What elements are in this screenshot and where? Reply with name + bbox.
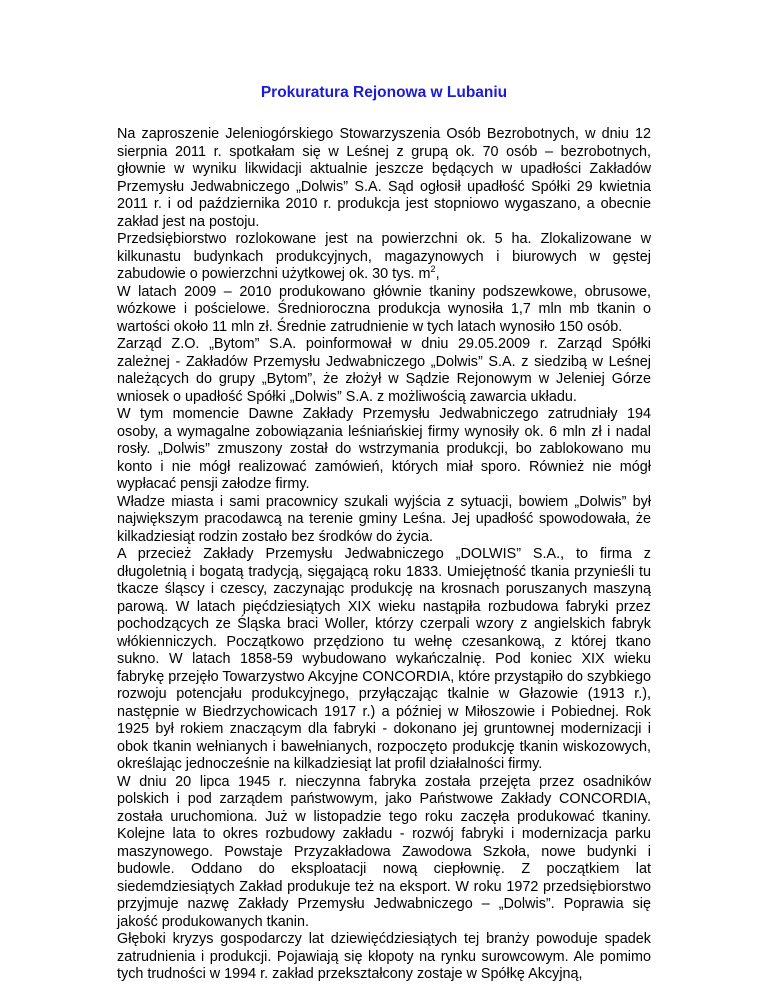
paragraph-production: W latach 2009 – 2010 produkowano głównie tkaniny podszewkowe, obrusowe, wózkowe i pościelowe. Średnioroczna produkcja wynosiła 1,7 mln mb tkanin o wartości około 11 mln zł. Średnie zatrudnienie w tych latach wynosiło 150 osób. [117,283,651,335]
area-superscript: 2 [430,264,436,274]
paragraph-history: A przecież Zakłady Przemysłu Jedwabniczego „DOLWIS” S.A., to firma z długoletnią i bogatą tradycją, sięgającą roku 1833. Umiejętność tkania przynieśli tu tkacze śląscy i czescy, zaczynając produkcję na krosnach poruszanych maszyną parową. W latach pięćdziesiątych XIX wieku nastąpiła rozbudowa fabryki przez pochodzących ze Śląska braci Woller, którzy czerpali wzory z angielskich fabryk włókienniczych. Początkowo przędziono tu wełnę czesankową, z której tkano sukno. W latach 1858-59 wybudowano wykańczalnię. Pod koniec XIX wieku fabrykę przejęło Towarzystwo Akcyjne CONCORDIA, które przystąpiło do szybkiego rozwoju potencjału produkcyjnego, przyłączając tkalnie w Głazowie (1913 r.), następnie w Biedrzychowicach 1917 r.) a później w Miłoszowie i Pobiednej. Rok 1925 był rokiem znaczącym dla fabryki - dokonano jej gruntownej modernizacji i obok tkanin wełnianych i bawełnianych, rozpoczęto produkcję tkanin wiskozowych, określając jednocześnie na kilkadziesiąt lat profil działalności firmy. [117,546,651,772]
paragraph-bytom: Zarząd Z.O. „Bytom” S.A. poinformował w dniu 29.05.2009 r. Zarząd Spółki zależnej - Zakładów Przemysłu Jedwabniczego „Dolwis” S.A. z siedzibą w Leśnej należących do grupy „Bytom”, że złożył w Sądzie Rejonowym w Jeleniej Górze wniosek o upadłość Spółki „Dolwis” S.A. z możliwością zawarcia układu. [117,336,651,405]
paragraph-authorities: Władze miasta i sami pracownicy szukali wyjścia z sytuacji, bowiem „Dolwis” był największym pracodawcą na terenie gminy Leśna. Jej upadłość spowodowała, że kilkadziesiąt rodzin zostało bez środków do życia. [117,493,651,545]
paragraph-intro: Na zaproszenie Jeleniogórskiego Stowarzyszenia Osób Bezrobotnych, w dniu 12 sierpnia 2011 r. spotkałam się w Leśnej z grupą ok. 70 osób – bezrobotnych, głownie w wyniku likwidacji aktualnie jeszcze będących w upadłości Zakładów Przemysłu Jedwabniczego „Dolwis” S.A. Sąd ogłosił upadłość Spółki 29 kwietnia 2011 r. i od października 2010 r. produkcja jest stopniowo wygaszano, a obecnie zakład jest na postoju. [117,126,651,230]
page-title: Prokuratura Rejonowa w Lubaniu [260,84,508,101]
document-page [117,84,651,984]
area-text: Przedsiębiorstwo rozlokowane jest na powierzchni ok. 5 ha. Zlokalizowane w kilkunastu budynkach produkcyjnych, magazynowych i biurowych w gęstej zabudowie o powierzchni użytkowej ok. 30 tys. m [117,231,651,282]
paragraph-employment: W tym momencie Dawne Zakłady Przemysłu Jedwabniczego zatrudniały 194 osoby, a wymagalne zobowiązania leśniańskiej firmy wynosiły ok. 6 mln zł i nadal rosły. „Dolwis” zmuszony został do wstrzymania produkcji, bo zablokowano mu konto i nie mógł realizować zamówień, których miał sporo. Również nie mógł wypłacać pensji załodze firmy. [117,406,651,492]
area-suffix: , [435,266,440,282]
paragraph-postwar: W dniu 20 lipca 1945 r. nieczynna fabryka została przejęta przez osadników polskich i pod zarządem państwowym, jako Państwowe Zakłady CONCORDIA, została uruchomiona. Już w listopadzie tego roku zaczęła produkować tkaniny. Kolejne lata to okres rozbudowy zakładu - rozwój fabryki i modernizacja parku maszynowego. Powstaje Przyzakładowa Zawodowa Szkoła, nowe budynki i budowle. Oddano do eksploatacji nową ciepłownię. Z początkiem lat siedemdziesiątych Zakład produkuje też na eksport. W roku 1972 przedsiębiorstwo przyjmuje nazwę Zakłady Przemysłu Jedwabniczego – „Dolwis”. Poprawia się jakość produkowanych tkanin. [117,773,651,930]
paragraph-area [117,231,651,284]
paragraph-crisis: Głęboki kryzys gospodarczy lat dziewięćdziesiątych tej branży powoduje spadek zatrudnienia i produkcji. Pojawiają się kłopoty na rynku surowcowym. Ale pomimo tych trudności w 1994 r. zakład przekształcony zostaje w Spółkę Akcyjną, [117,931,651,982]
